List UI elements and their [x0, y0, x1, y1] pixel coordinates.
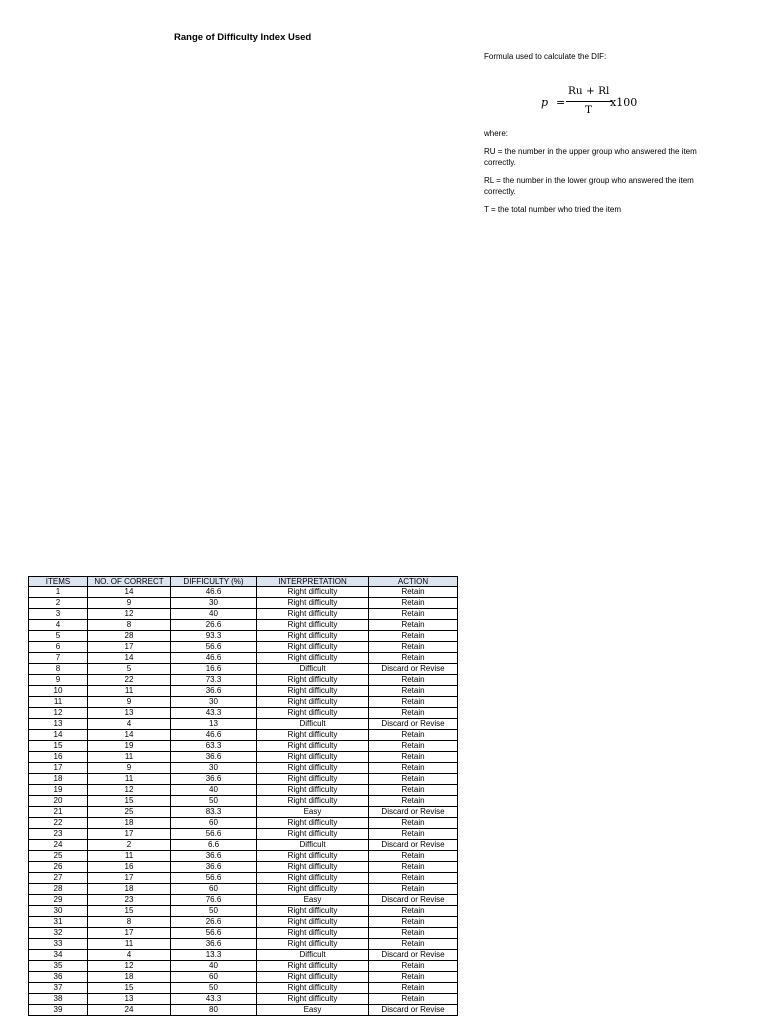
difficulty-cell: 36.6	[171, 686, 257, 697]
difficulty-cell: 43.3	[171, 708, 257, 719]
item-number-cell: 31	[29, 917, 88, 928]
table-row	[29, 774, 458, 785]
table-body	[29, 587, 458, 1016]
item-number-cell: 21	[29, 807, 88, 818]
item-number-cell: 11	[29, 697, 88, 708]
item-number-cell: 38	[29, 994, 88, 1005]
interpretation-cell: Right difficulty	[257, 697, 369, 708]
table-header-row	[29, 577, 458, 587]
action-cell: Retain	[369, 620, 458, 631]
no-of-correct-cell: 18	[88, 818, 171, 829]
item-number-cell: 28	[29, 884, 88, 895]
interpretation-cell: Right difficulty	[257, 708, 369, 719]
difficulty-cell: 83.3	[171, 807, 257, 818]
action-cell: Discard or Revise	[369, 807, 458, 818]
interpretation-cell: Right difficulty	[257, 763, 369, 774]
interpretation-cell: Difficult	[257, 719, 369, 730]
action-cell: Retain	[369, 730, 458, 741]
no-of-correct-cell: 19	[88, 741, 171, 752]
interpretation-cell: Right difficulty	[257, 785, 369, 796]
table-row	[29, 598, 458, 609]
table-row	[29, 675, 458, 686]
formula-denominator: T	[585, 103, 593, 116]
item-number-cell: 32	[29, 928, 88, 939]
no-of-correct-cell: 15	[88, 983, 171, 994]
table-row	[29, 972, 458, 983]
item-number-cell: 24	[29, 840, 88, 851]
table-row	[29, 884, 458, 895]
action-cell: Retain	[369, 752, 458, 763]
interpretation-cell: Right difficulty	[257, 620, 369, 631]
action-cell: Discard or Revise	[369, 664, 458, 675]
table-row	[29, 785, 458, 796]
header-difficulty: DIFFICULTY (%)	[171, 577, 257, 587]
interpretation-cell: Difficult	[257, 840, 369, 851]
action-cell: Retain	[369, 884, 458, 895]
action-cell: Retain	[369, 862, 458, 873]
item-number-cell: 37	[29, 983, 88, 994]
difficulty-cell: 26.6	[171, 917, 257, 928]
difficulty-cell: 56.6	[171, 873, 257, 884]
table-row	[29, 873, 458, 884]
item-number-cell: 3	[29, 609, 88, 620]
table-row	[29, 928, 458, 939]
action-cell: Retain	[369, 785, 458, 796]
action-cell: Retain	[369, 587, 458, 598]
no-of-correct-cell: 12	[88, 785, 171, 796]
item-number-cell: 16	[29, 752, 88, 763]
action-cell: Retain	[369, 609, 458, 620]
formula-equals: =	[556, 95, 566, 109]
item-number-cell: 23	[29, 829, 88, 840]
interpretation-cell: Right difficulty	[257, 873, 369, 884]
table-row	[29, 796, 458, 807]
interpretation-cell: Easy	[257, 895, 369, 906]
table-row	[29, 1005, 458, 1016]
interpretation-cell: Right difficulty	[257, 928, 369, 939]
item-number-cell: 26	[29, 862, 88, 873]
difficulty-formula	[484, 81, 724, 127]
item-number-cell: 4	[29, 620, 88, 631]
difficulty-cell: 26.6	[171, 620, 257, 631]
table-row	[29, 708, 458, 719]
action-cell: Retain	[369, 961, 458, 972]
no-of-correct-cell: 14	[88, 730, 171, 741]
table-row	[29, 851, 458, 862]
formula-numerator: Ru + Rl	[568, 84, 610, 97]
table-row	[29, 587, 458, 598]
interpretation-cell: Right difficulty	[257, 829, 369, 840]
item-number-cell: 17	[29, 763, 88, 774]
no-of-correct-cell: 24	[88, 1005, 171, 1016]
action-cell: Retain	[369, 906, 458, 917]
item-number-cell: 9	[29, 675, 88, 686]
no-of-correct-cell: 11	[88, 851, 171, 862]
difficulty-cell: 36.6	[171, 774, 257, 785]
no-of-correct-cell: 18	[88, 972, 171, 983]
item-analysis-table-container	[28, 576, 457, 1016]
no-of-correct-cell: 5	[88, 664, 171, 675]
no-of-correct-cell: 17	[88, 829, 171, 840]
item-number-cell: 6	[29, 642, 88, 653]
no-of-correct-cell: 11	[88, 752, 171, 763]
difficulty-cell: 40	[171, 785, 257, 796]
definition-ru: RU = the number in the upper group who answered the item correctly.	[484, 147, 697, 167]
action-cell: Retain	[369, 675, 458, 686]
interpretation-cell: Right difficulty	[257, 741, 369, 752]
no-of-correct-cell: 15	[88, 906, 171, 917]
difficulty-cell: 63.3	[171, 741, 257, 752]
action-cell: Retain	[369, 983, 458, 994]
table-row	[29, 631, 458, 642]
table-row	[29, 807, 458, 818]
action-cell: Discard or Revise	[369, 1005, 458, 1016]
item-number-cell: 14	[29, 730, 88, 741]
interpretation-cell: Right difficulty	[257, 653, 369, 664]
difficulty-cell: 40	[171, 961, 257, 972]
table-row	[29, 983, 458, 994]
action-cell: Retain	[369, 829, 458, 840]
item-number-cell: 2	[29, 598, 88, 609]
action-cell: Retain	[369, 697, 458, 708]
action-cell: Retain	[369, 994, 458, 1005]
interpretation-cell: Right difficulty	[257, 818, 369, 829]
table-row	[29, 697, 458, 708]
difficulty-cell: 43.3	[171, 994, 257, 1005]
item-number-cell: 33	[29, 939, 88, 950]
no-of-correct-cell: 22	[88, 675, 171, 686]
action-cell: Retain	[369, 796, 458, 807]
interpretation-cell: Right difficulty	[257, 631, 369, 642]
interpretation-cell: Right difficulty	[257, 939, 369, 950]
table-row	[29, 752, 458, 763]
difficulty-cell: 46.6	[171, 730, 257, 741]
no-of-correct-cell: 17	[88, 873, 171, 884]
difficulty-cell: 50	[171, 983, 257, 994]
header-items: ITEMS	[29, 577, 88, 587]
item-number-cell: 18	[29, 774, 88, 785]
no-of-correct-cell: 13	[88, 708, 171, 719]
interpretation-cell: Right difficulty	[257, 609, 369, 620]
no-of-correct-cell: 17	[88, 928, 171, 939]
formula-where: where:	[484, 128, 509, 138]
table-row	[29, 895, 458, 906]
action-cell: Retain	[369, 708, 458, 719]
no-of-correct-cell: 14	[88, 653, 171, 664]
interpretation-cell: Right difficulty	[257, 906, 369, 917]
action-cell: Retain	[369, 851, 458, 862]
interpretation-cell: Right difficulty	[257, 961, 369, 972]
item-number-cell: 12	[29, 708, 88, 719]
difficulty-cell: 6.6	[171, 840, 257, 851]
no-of-correct-cell: 8	[88, 620, 171, 631]
difficulty-cell: 30	[171, 697, 257, 708]
no-of-correct-cell: 11	[88, 686, 171, 697]
table-row	[29, 642, 458, 653]
table-row	[29, 829, 458, 840]
action-cell: Discard or Revise	[369, 719, 458, 730]
difficulty-cell: 76.6	[171, 895, 257, 906]
difficulty-cell: 16.6	[171, 664, 257, 675]
no-of-correct-cell: 4	[88, 950, 171, 961]
item-number-cell: 36	[29, 972, 88, 983]
table-row	[29, 950, 458, 961]
header-no-of-correct: NO. OF CORRECT	[88, 577, 171, 587]
interpretation-cell: Right difficulty	[257, 884, 369, 895]
interpretation-cell: Right difficulty	[257, 686, 369, 697]
item-number-cell: 39	[29, 1005, 88, 1016]
action-cell: Discard or Revise	[369, 950, 458, 961]
item-number-cell: 35	[29, 961, 88, 972]
interpretation-cell: Right difficulty	[257, 598, 369, 609]
difficulty-cell: 30	[171, 763, 257, 774]
action-cell: Retain	[369, 741, 458, 752]
difficulty-cell: 60	[171, 818, 257, 829]
no-of-correct-cell: 14	[88, 587, 171, 598]
difficulty-cell: 80	[171, 1005, 257, 1016]
action-cell: Retain	[369, 763, 458, 774]
interpretation-cell: Right difficulty	[257, 587, 369, 598]
difficulty-cell: 36.6	[171, 939, 257, 950]
action-cell: Retain	[369, 939, 458, 950]
interpretation-cell: Right difficulty	[257, 752, 369, 763]
definition-t: T = the total number who tried the item	[484, 205, 622, 214]
table-row	[29, 840, 458, 851]
interpretation-cell: Right difficulty	[257, 972, 369, 983]
table-row	[29, 730, 458, 741]
item-number-cell: 30	[29, 906, 88, 917]
no-of-correct-cell: 12	[88, 609, 171, 620]
interpretation-cell: Difficult	[257, 950, 369, 961]
item-number-cell: 15	[29, 741, 88, 752]
item-number-cell: 34	[29, 950, 88, 961]
item-number-cell: 29	[29, 895, 88, 906]
action-cell: Retain	[369, 917, 458, 928]
no-of-correct-cell: 4	[88, 719, 171, 730]
no-of-correct-cell: 11	[88, 774, 171, 785]
no-of-correct-cell: 8	[88, 917, 171, 928]
table-row	[29, 917, 458, 928]
formula-multiplier: x100	[610, 95, 638, 109]
formula-panel	[484, 52, 724, 224]
definition-rl: RL = the number in the lower group who answered the item correctly.	[484, 176, 694, 196]
action-cell: Retain	[369, 818, 458, 829]
table-row	[29, 818, 458, 829]
no-of-correct-cell: 13	[88, 994, 171, 1005]
difficulty-cell: 56.6	[171, 642, 257, 653]
table-row	[29, 664, 458, 675]
action-cell: Discard or Revise	[369, 895, 458, 906]
no-of-correct-cell: 12	[88, 961, 171, 972]
no-of-correct-cell: 9	[88, 763, 171, 774]
table-row	[29, 994, 458, 1005]
item-number-cell: 19	[29, 785, 88, 796]
interpretation-cell: Right difficulty	[257, 675, 369, 686]
interpretation-cell: Easy	[257, 1005, 369, 1016]
table-row	[29, 620, 458, 631]
action-cell: Retain	[369, 642, 458, 653]
difficulty-cell: 93.3	[171, 631, 257, 642]
difficulty-cell: 36.6	[171, 862, 257, 873]
formula-lhs: p	[541, 95, 549, 109]
difficulty-cell: 50	[171, 796, 257, 807]
no-of-correct-cell: 17	[88, 642, 171, 653]
item-number-cell: 27	[29, 873, 88, 884]
interpretation-cell: Right difficulty	[257, 796, 369, 807]
no-of-correct-cell: 18	[88, 884, 171, 895]
interpretation-cell: Right difficulty	[257, 917, 369, 928]
difficulty-cell: 56.6	[171, 928, 257, 939]
no-of-correct-cell: 23	[88, 895, 171, 906]
no-of-correct-cell: 9	[88, 598, 171, 609]
no-of-correct-cell: 25	[88, 807, 171, 818]
action-cell: Retain	[369, 653, 458, 664]
item-number-cell: 10	[29, 686, 88, 697]
action-cell: Discard or Revise	[369, 840, 458, 851]
action-cell: Retain	[369, 598, 458, 609]
no-of-correct-cell: 2	[88, 840, 171, 851]
table-row	[29, 653, 458, 664]
table-row	[29, 719, 458, 730]
action-cell: Retain	[369, 972, 458, 983]
table-row	[29, 961, 458, 972]
header-action: ACTION	[369, 577, 458, 587]
difficulty-cell: 56.6	[171, 829, 257, 840]
difficulty-cell: 73.3	[171, 675, 257, 686]
interpretation-cell: Easy	[257, 807, 369, 818]
difficulty-cell: 46.6	[171, 587, 257, 598]
item-number-cell: 5	[29, 631, 88, 642]
difficulty-cell: 36.6	[171, 752, 257, 763]
table-row	[29, 939, 458, 950]
interpretation-cell: Right difficulty	[257, 862, 369, 873]
action-cell: Retain	[369, 873, 458, 884]
table-row	[29, 763, 458, 774]
interpretation-cell: Right difficulty	[257, 983, 369, 994]
header-interpretation: INTERPRETATION	[257, 577, 369, 587]
item-number-cell: 8	[29, 664, 88, 675]
table-row	[29, 862, 458, 873]
table-row	[29, 741, 458, 752]
page-title: Range of Difficulty Index Used	[174, 32, 312, 43]
no-of-correct-cell: 11	[88, 939, 171, 950]
item-number-cell: 13	[29, 719, 88, 730]
difficulty-cell: 13.3	[171, 950, 257, 961]
action-cell: Retain	[369, 774, 458, 785]
action-cell: Retain	[369, 631, 458, 642]
difficulty-cell: 13	[171, 719, 257, 730]
item-number-cell: 1	[29, 587, 88, 598]
action-cell: Retain	[369, 686, 458, 697]
formula-intro: Formula used to calculate the DIF:	[484, 52, 607, 61]
difficulty-cell: 50	[171, 906, 257, 917]
table-row	[29, 609, 458, 620]
interpretation-cell: Right difficulty	[257, 774, 369, 785]
action-cell: Retain	[369, 928, 458, 939]
difficulty-cell: 30	[171, 598, 257, 609]
difficulty-cell: 60	[171, 972, 257, 983]
difficulty-cell: 46.6	[171, 653, 257, 664]
item-number-cell: 22	[29, 818, 88, 829]
item-number-cell: 20	[29, 796, 88, 807]
no-of-correct-cell: 16	[88, 862, 171, 873]
interpretation-cell: Right difficulty	[257, 730, 369, 741]
no-of-correct-cell: 9	[88, 697, 171, 708]
interpretation-cell: Right difficulty	[257, 642, 369, 653]
item-analysis-table	[28, 576, 458, 1016]
fraction-bar	[566, 101, 612, 102]
interpretation-cell: Difficult	[257, 664, 369, 675]
interpretation-cell: Right difficulty	[257, 851, 369, 862]
difficulty-cell: 40	[171, 609, 257, 620]
table-row	[29, 686, 458, 697]
difficulty-cell: 60	[171, 884, 257, 895]
table-row	[29, 906, 458, 917]
item-number-cell: 7	[29, 653, 88, 664]
item-number-cell: 25	[29, 851, 88, 862]
difficulty-cell: 36.6	[171, 851, 257, 862]
no-of-correct-cell: 28	[88, 631, 171, 642]
no-of-correct-cell: 15	[88, 796, 171, 807]
interpretation-cell: Right difficulty	[257, 994, 369, 1005]
